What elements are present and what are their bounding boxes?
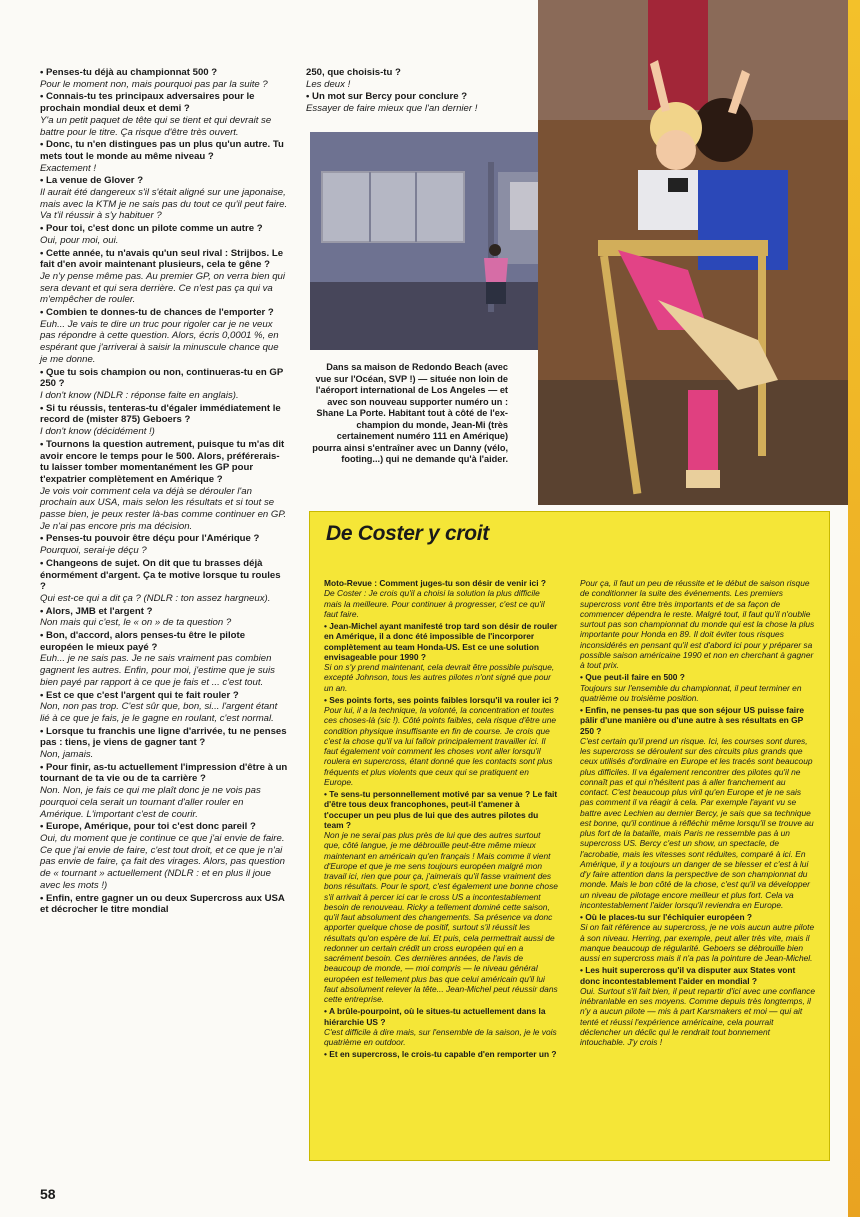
question: • Que tu sois champion ou non, continueras-tu en GP 250 ? bbox=[40, 366, 284, 390]
answer: Pour lui, il a la technique, la volonté, la concentration et toutes ces choses-là (sic !). Côté points faibles, cela risque d'être une condition physique insuffisante en fin de course. Je crois que c'est la chose qu'il va lui falloir principalement travailler ici. Il faut également voir comment les choses vont aller lorsqu'il roulera en supercross, étant donné que les contacts sont plus fréquents et plus violents que ceux qui se pratiquent en Europe. bbox=[324, 705, 557, 787]
question: • Si tu réussis, tenteras-tu d'égaler immédiatement le record de (mister 875) Geboers ? bbox=[40, 402, 281, 426]
question: • Pour toi, c'est donc un pilote comme un autre ? bbox=[40, 223, 263, 235]
answer: Non je ne serai pas plus près de lui que des autres surtout que, côté langue, je me débrouille peut-être même mieux maintenant en américain qu'en français ! Mais comme il vient d'Europe et que je me sens toujours européen malgré mon travail ici, rien que pour ça, j'aimerais qu'il fasse vraiment des bons résultats. Pour le sport, c'est également une bonne chose s'il arrivait à percer ici car le cross US a incontestablement besoin de renouveau. Ricky a tellement dominé cette saison, qu'il faut absolument des changements. Sa présence va donc apporter quelque chose de positif, surtout s'il réussit les résultats qu'on espère de lui. Et puis, cela permettrait aussi de redonner un certain crédit un cross européen qui en a sacrément besoin. Ces dernières années, de l'avis de beaucoup de monde, — moi compris — le niveau général européen est tellement plus bas que celui américain qu'il lui faut absolument relever la tête... Jean-Michel peut réussir dans cette entreprise. bbox=[324, 830, 558, 1004]
sidebar-box-de-coster bbox=[309, 511, 830, 1161]
question: • Connais-tu tes principaux adversaires pour le prochain mondial deux et demi ? bbox=[40, 91, 255, 115]
answer: Les deux ! bbox=[306, 78, 351, 90]
question: Moto-Revue : Comment juges-tu son désir de venir ici ? bbox=[324, 578, 546, 588]
question: • Tournons la question autrement, puisque tu m'as dit avoir encore le temps pour le 500. Alors, préférerais-tu laisser tomber momentanément les GP pour t'expatrier complètement en Amérique ? bbox=[40, 438, 285, 485]
question: • Enfin, ne penses-tu pas que son séjour US puisse faire pâlir d'une manière ou d'une autre à ses résultats en GP 250 ? bbox=[580, 705, 804, 736]
answer: C'est certain qu'il prend un risque. Ici, les courses sont dures, les supercross se déroulent sur des circuits plus grands que ceux utilisés d'ordinaire en Europe et les tracés sont beaucoup plus difficiles. Il va également rencontrer des pilotes qu'il ne connaît pas et qui n'hésitent pas à aller franchement au contact. C'est beaucoup plus viril qu'en Europe et je ne sais pas comment il va réagir à cela. Par exemple l'ayant vu se battre avec Lechien au dernier Bercy, je sais que sa technique est bonne, qu'il continue à réfléchir même lorsqu'il se trouve au plus fort de la bataille, mais Paris ne ressemble pas à un supercross US. Bercy c'est un show, un spectacle, de l'acrobatie, mais les vitesses sont réduites, comparé à ici. En Amérique, il y a toujours un danger de se blesser et c'est à lui d'y faire attention dans la perspective de son championnat du monde. Mais le bon côté de la chose, c'est qu'il va développer un niveau de pilotage encore meilleur et plus fort. Cela va incontestablement l'aider lorsqu'il reviendra en Europe. bbox=[580, 735, 814, 910]
question: • Enfin, entre gagner un ou deux Supercross aux USA et décrocher le titre mondial bbox=[40, 892, 285, 916]
answer: Exactement ! bbox=[40, 162, 96, 174]
question: • Changeons de sujet. On dit que tu brasses déjà énormément d'argent. Ça te motive lorsque tu roules ? bbox=[40, 557, 281, 593]
question: • Jean-Michel ayant manifesté trop tard son désir de rouler en Amérique, il a donc été impossible de l'incorporer complètement au team Honda-US. Est ce une solution envisageable pour 1990 ? bbox=[324, 621, 558, 662]
answer: Je vois voir comment cela va déjà se dérouler l'an prochain aux USA, mais selon les résultats et si tout se passe bien, je peux rester là-bas comme continuer en GP. Je n'ai pas encore pris ma décision. bbox=[40, 485, 287, 532]
question: • Et en supercross, le crois-tu capable d'en remporter un ? bbox=[324, 1049, 557, 1060]
question: • A brûle-pourpoint, où le situes-tu actuellement dans la hiérarchie US ? bbox=[324, 1006, 546, 1027]
question: • La venue de Glover ? bbox=[40, 175, 144, 187]
answer: Non, jamais. bbox=[40, 749, 94, 761]
answer: C'est difficile à dire mais, sur l'ensemble de la saison, je le vois quatrième en outdoor. bbox=[324, 1026, 557, 1047]
answer: Oui, pour moi, oui. bbox=[40, 234, 119, 246]
photo-caption: Dans sa maison de Redondo Beach (avec vue sur l'Océan, SVP !) — située non loin de l'aéroport international de Los Angeles — et avec son nouveau supporter numéro un : Shane La Porte. Habitant tout à côté de l'ex-champion du monde, Jean-Mi (très certainement numéro 111 en Amérique) pourra ainsi s'entraîner avec un Danny (vélo, footing...) qui ne demande qu'à l'aider. bbox=[312, 362, 508, 464]
question: • Donc, tu n'en distingues pas un plus qu'un autre. Tu mets tout le monde au même niveau ? bbox=[40, 139, 284, 162]
answer: Toujours sur l'ensemble du championnat, il peut terminer en quatrième ou troisième position. bbox=[580, 682, 802, 703]
interview-left-column bbox=[40, 67, 288, 916]
answer: Oui. Surtout s'il fait bien, il peut repartir d'ici avec une confiance inébranlable en ses moyens. Comme depuis très longtemps, il n'y a aucun pilote — mis à part Karsmakers et moi — qui ait tenté et réussi l'expérience américaine, cela pourrait déclencher un déclic qui le rendrait tout bonnement intouchable. J'y crois ! bbox=[580, 985, 816, 1047]
answer: Y'a un petit paquet de tête qui se tient et qui devrait se battre pour le titre. Ça risque d'être très ouvert. bbox=[40, 114, 272, 138]
answer: I don't know (décidément !) bbox=[40, 426, 155, 438]
question: • Les huit supercross qu'il va disputer aux States vont donc incontestablement l'aider en mondial ? bbox=[580, 965, 796, 986]
question: • Bon, d'accord, alors penses-tu être le pilote européen le mieux payé ? bbox=[40, 630, 246, 653]
answer: Non mais qui c'est, le « on » de ta question ? bbox=[40, 617, 232, 629]
interview-mid-column bbox=[306, 67, 546, 116]
answer: Pourquoi, serai-je déçu ? bbox=[40, 545, 147, 557]
question: • Combien te donnes-tu de chances de l'emporter ? bbox=[40, 307, 274, 319]
box-title: De Coster y croit bbox=[326, 522, 489, 545]
page-number: 58 bbox=[40, 1186, 56, 1202]
answer: I don't know (NDLR : réponse faite en anglais). bbox=[40, 389, 239, 401]
question: • Te sens-tu personnellement motivé par sa venue ? Le fait d'être tous deux francophones, peut-il t'amener à t'occuper un peu plus de lui que des autres pilotes du team ? bbox=[324, 789, 558, 830]
answer: Si on s'y prend maintenant, cela devrait être possible puisque, excepté Johnson, tous les autres pilotes n'ont signé que pour un an. bbox=[324, 662, 555, 693]
question: • Penses-tu déjà au championnat 500 ? bbox=[40, 67, 218, 78]
box-column-1 bbox=[324, 578, 559, 1060]
question: • Pour finir, as-tu actuellement l'impression d'être à un tournant de ta vie ou de ta carrière ? bbox=[40, 761, 288, 785]
question: • Cette année, tu n'avais qu'un seul rival : Strijbos. Le fait d'en avoir maintenant plusieurs, cela te gêne ? bbox=[40, 247, 284, 271]
answer: Oui, du moment que je continue ce que j'ai envie de faire. Ce que j'ai envie de faire, c'est tout droit, et ce que je n'ai pas envie de faire, ça fait des virages. Alors, pas question de « tournant » actuellement (NDLR : et en plus il joue avec les mots !) bbox=[40, 833, 285, 891]
answer: Il aurait été dangereux s'il s'était aligné sur une japonaise, mais avec la KTM je ne sais pas du tout ce qu'il peut faire. Va t'il réussir à s'y habituer ? bbox=[40, 187, 288, 222]
question: • Penses-tu pouvoir être déçu pour l'Amérique ? bbox=[40, 533, 260, 545]
question: • Ses points forts, ses points faibles lorsqu'il va rouler ici ? bbox=[324, 694, 559, 705]
question: • Alors, JMB et l'argent ? bbox=[40, 605, 153, 617]
answer: Pour ça, il faut un peu de réussite et le début de saison risque de conditionner la suite des événements. Les premiers supercross vont être très importants et de sa façon de commencer dépendra le reste. Malgré tout, il faut qu'il n'oublie surtout pas son championnat du monde qui est la chose la plus importante pour Honda en 89. Il doit éviter tous risques inconsidérés en pensant qu'il est d'abord ici pour y préparer sa possible saison américaine 1990 et non en cherchant à gagner à tout prix. bbox=[580, 578, 815, 670]
answer: Qui est-ce qui a dit ça ? (NDLR : ton assez hargneux). bbox=[40, 592, 271, 604]
answer: De Coster : Je crois qu'il a choisi la solution la plus difficile mais la meilleure. Pour continuer à progresser, c'est ce qu'il faut faire. bbox=[324, 588, 545, 619]
question: • Est ce que c'est l'argent qui te fait rouler ? bbox=[40, 689, 239, 701]
answer: Si on fait référence au supercross, je ne vois aucun autre pilote à son niveau. Herring, par exemple, peut aller très vite, mais il manque beaucoup de régularité. Geboers se débrouille bien aussi en supercross mais il n'a pas la pointure de Jean-Michel. bbox=[580, 922, 815, 963]
question: • Où le places-tu sur l'échiquier européen ? bbox=[580, 912, 752, 922]
answer: Pour le moment non, mais pourquoi pas par la suite ? bbox=[40, 78, 268, 90]
answer: Non. Non, je fais ce qui me plaît donc je ne vois pas pourquoi cela serait un tournant d'aller rouler en Amérique. L'important c'est de courir. bbox=[40, 785, 261, 820]
page-edge-stripe bbox=[848, 0, 860, 1217]
answer: Essayer de faire mieux que l'an dernier ! bbox=[306, 103, 478, 115]
question: • Lorsque tu franchis une ligne d'arrivée, tu ne penses pas : tiens, je viens de gagner tant ? bbox=[40, 725, 287, 749]
answer: Euh... Je vais te dire un truc pour rigoler car je ne veux pas répondre à cette question. Alors, écris 0,0001 %, en espérant que j'arriverai à saisir la minuscule chance que je me donne. bbox=[40, 318, 279, 365]
question: 250, que choisis-tu ? bbox=[306, 67, 401, 78]
box-column-2 bbox=[580, 578, 816, 1049]
answer: Non, non pas trop. C'est sûr que, bon, si... l'argent étant lié à ce que je fais, je le gagne en roulant, c'est normal. bbox=[40, 701, 278, 724]
question: • Un mot sur Bercy pour conclure ? bbox=[306, 91, 468, 103]
answer: Euh... je ne sais pas. Je ne sais vraiment pas combien gagnent les autres. Enfin, pour moi, j'estime que je suis bien payé par rapport à ce que je fais et ... c'est tout. bbox=[40, 653, 275, 688]
question: • Que peut-il faire en 500 ? bbox=[580, 672, 685, 683]
answer: Je n'y pense même pas. Au premier GP, on verra bien qui sera devant et qui sera derrière. Ce n'est pas ça qui va m'empêcher de rouler. bbox=[40, 270, 286, 306]
photo-riders-outdoor bbox=[538, 0, 848, 505]
question: • Europe, Amérique, pour toi c'est donc pareil ? bbox=[40, 821, 256, 833]
